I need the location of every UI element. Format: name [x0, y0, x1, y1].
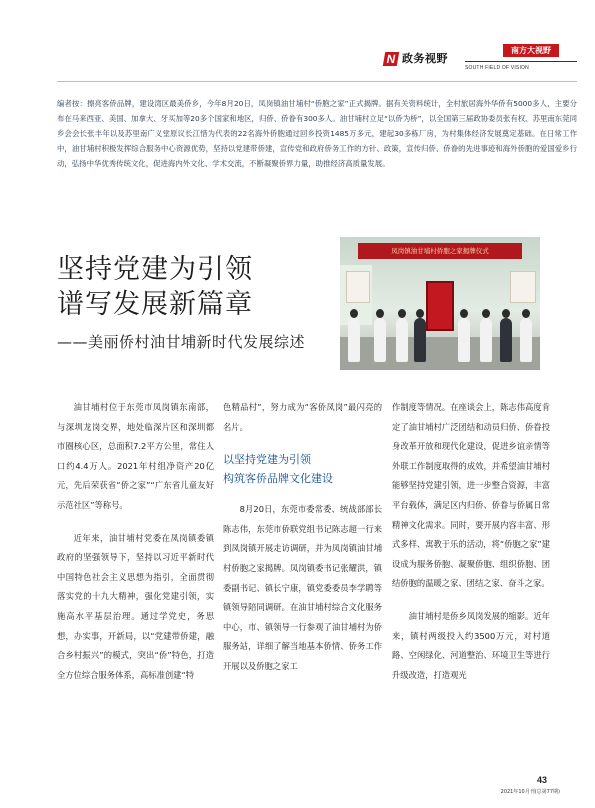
- body-column-1: [57, 398, 214, 698]
- photo-display-board-right: [510, 271, 536, 303]
- paragraph: 8月20日，东莞市委常委、统战部部长陈志伟，东莞市侨联党组书记陈志超一行来到凤岗镇开展走访调研，并为凤岗镇油甘埔村侨胞之家揭牌。凤岗镇委书记张耀洪，镇委副书记、镇长宁康，镇党委委员李学聘等镇领导陪同调研。在油甘埔村综合文化服务中心，市、镇领导一行参观了油甘埔村为侨服务站，详细了解当地基本侨情、侨务工作开展以及侨胞之家工: [223, 504, 382, 671]
- section-tag: 南方大视野: [503, 44, 559, 57]
- photo-person: [374, 318, 386, 362]
- paragraph: 油甘埔村位于东莞市凤岗镇东南部，与深圳龙岗交界，地处临深片区和深圳都市圈核心区，总面积7.2平方公里，常住人口约4.4万人。2021年村组净资产20亿元，先后荣获省“侨之家”“广东省儿童友好示范社区”等称号。: [57, 402, 214, 510]
- section-heading-line-2: 构筑客侨品牌文化建设: [223, 472, 333, 486]
- brand-logo-icon: N: [383, 52, 399, 66]
- paragraph: 作制度等情况。在座谈会上，陈志伟高度肯定了油甘埔村广泛团结和动员归侨、侨眷投身改革开放和现代化建设，促进乡谊亲情等外联工作制度取得的成效，并希望油甘埔村能够坚持党建引领，进一步整合资源，丰富平台载体，满足区内归侨、侨眷与侨属日常精神文化需求。同时，要开展内容丰富、形式多样、寓教于乐的活动，将“侨胞之家”建设成为服务侨胞、凝聚侨胞、组织侨胞、团结侨胞的温暖之家、团结之家、奋斗之家。: [392, 402, 550, 589]
- photo-person: [458, 318, 470, 362]
- issue-label: 2021年10月刊(总第77期): [500, 789, 560, 795]
- photo-person: [348, 318, 360, 362]
- paragraph: 油甘埔村是侨乡凤岗发展的缩影。近年来，镇村两级投入约3500万元，对村道路、空闲绿化、河道整治、环境卫生等进行升级改造，打造观光: [392, 610, 550, 680]
- article-title-line-1: 坚持党建为引领: [57, 254, 253, 285]
- article-title-block: [57, 252, 337, 352]
- article-title-line-2: 谱写发展新篇章: [57, 289, 253, 320]
- photo-person: [414, 318, 426, 362]
- photo-display-board-left: [346, 271, 370, 303]
- paragraph: 色精品村”，努力成为“客侨凤岗”最闪亮的名片。: [223, 402, 382, 432]
- photo-person: [500, 318, 512, 362]
- section-heading-line-1: 以坚持党建为引领: [223, 453, 311, 467]
- magazine-brand: [384, 52, 448, 66]
- editor-note: 编者按：擦亮客侨品牌，建设湾区最美侨乡，今年8月20日，凤岗镇油甘埔村“侨胞之家”正式揭牌。据有关资料统计，全村旅居海外华侨有5000多人，主要分布在马来西亚、美国、加拿大、牙买加等20多个国家和地区，归侨、侨眷有300多人。油甘埔村立足“以侨为桥”，以全国第三届政协委员张有权、苏里南东莞同乡会会长张丰年以及苏里南广义堂原议长江惜为代表的22名海外侨胞通过回乡投资1485万多元，建起30多栋厂房，为村集体经济发展奠定基础。在日常工作中，油甘埔村积极发挥综合服务中心资源优势，坚持以党建带侨建，宣传党和政府侨务工作的方针、政策，宣传归侨、侨眷的先进事迹和海外侨胞的爱国爱乡行动，弘扬中华优秀传统文化，促进海内外文化、学术交流，不断凝聚侨界力量，助推经济高质量发展。: [57, 99, 577, 168]
- header-section-tag: [465, 44, 577, 72]
- section-heading: [223, 450, 382, 488]
- article-subtitle: ——美丽侨村油甘埔新时代发展综述: [57, 333, 306, 351]
- paragraph: 近年来，油甘埔村党委在凤岗镇委镇政府的坚强领导下，坚持以习近平新时代中国特色社会主义思想为指引，全面贯彻落实党的十九大精神，强化党建引领，实施高水平基层治理。通过学党史，务思想，办实事，开新局，以“党建带侨建，融合乡村振兴”的模式，突出“侨”特色，打造全方位综合服务体系，高标准创建“特: [57, 532, 214, 680]
- photo-person: [520, 318, 532, 362]
- photo-banner: 凤岗镇油甘埔村侨胞之家揭牌仪式: [358, 243, 522, 259]
- photo-red-plaque: [426, 281, 454, 331]
- ceremony-photo: [340, 237, 540, 370]
- section-tag-english: SOUTH FIELD OF VISION: [465, 61, 577, 72]
- body-column-3: [392, 398, 550, 698]
- header-divider: [57, 81, 577, 82]
- photo-person: [480, 318, 492, 362]
- page-number: 43: [536, 775, 547, 785]
- photo-person: [396, 318, 408, 362]
- brand-name: 政务视野: [402, 52, 448, 65]
- body-column-2: [223, 398, 382, 690]
